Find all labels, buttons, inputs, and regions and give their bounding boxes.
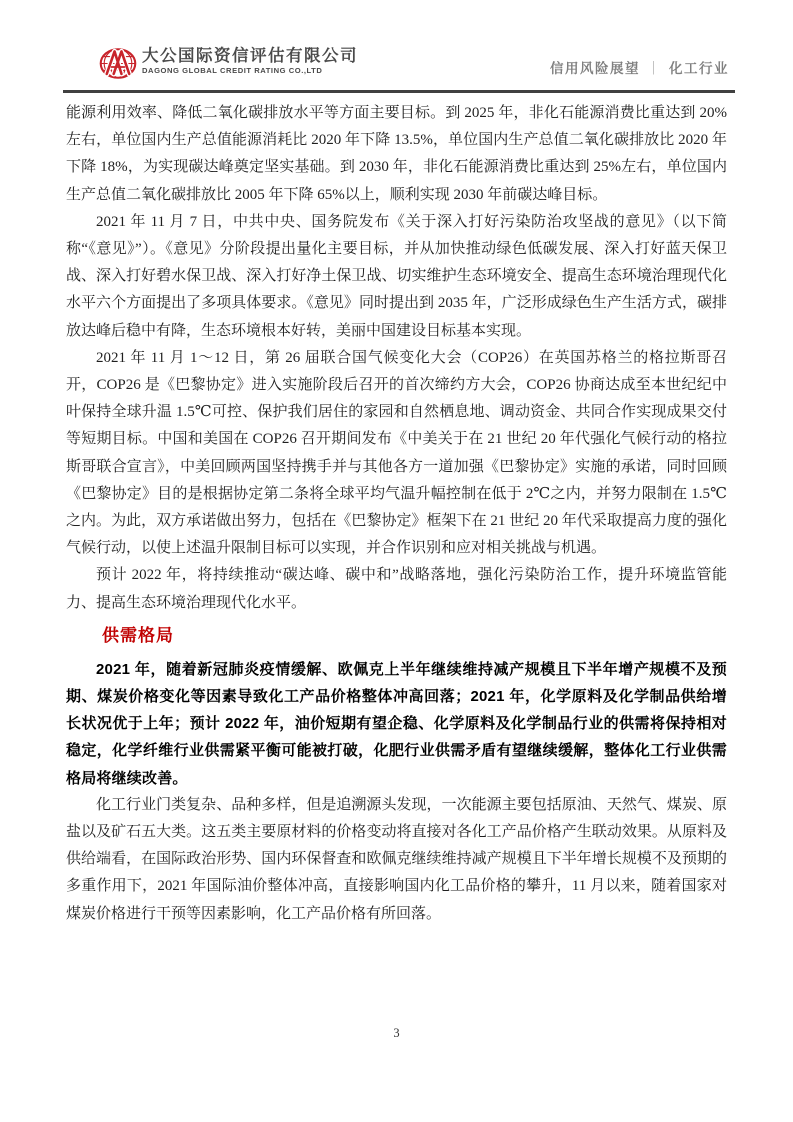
company-name-en: DAGONG GLOBAL CREDIT RATING CO.,LTD <box>142 66 323 75</box>
report-header-label <box>550 57 729 77</box>
document-body <box>66 100 727 928</box>
paragraph-cop26: 2021 年 11 月 1～12 日，第 26 届联合国气候变化大会（COP26）在英国苏格兰的格拉斯哥召开，COP26 是《巴黎协定》进入实施阶段后召开的首次缔约方大会，COP26 协商达成至本世纪纪中叶保持全球升温 1.5℃可控、保护我们居住的家园和自然栖息地、调动资金、共同合作实现成果交付等短期目标。中国和美国在 COP26 召开期间发布《中美关于在 21 世纪 20 年代强化气候行动的格拉斯哥联合宣言》，中美回顾两国坚持携手并与其他各方一道加强《巴黎协定》实施的承诺，同时回顾《巴黎协定》目的是根据协定第二条将全球平均气温升幅控制在低于 2℃之内，并努力限制在 1.5℃之内。为此，双方承诺做出努力，包括在《巴黎协定》框架下在 21 世纪 20 年代采取提高力度的强化气候行动，以使上述温升限制目标可以实现，并合作识别和应对相关挑战与机遇。 <box>66 349 727 557</box>
report-type-label: 信用风险展望 <box>550 61 640 76</box>
paragraph-energy-targets: 能源利用效率、降低二氧化碳排放水平等方面主要目标。到 2025 年，非化石能源消费比重达到 20%左右，单位国内生产总值能源消耗比 2020 年下降 13.5%，单位国内生产总值二氧化碳排放比 2020 年下降 18%，为实现碳达峰奠定坚实基础。到 2030 年，非化石能源消费比重达到 25%左右，单位国内生产总值二氧化碳排放比 2005 年下降 65%以上，顺利实现 2030 年前碳达峰目标。 <box>66 105 727 203</box>
dagong-globe-logo-icon <box>99 45 137 82</box>
paragraph-supply-demand-summary: 2021 年，随着新冠肺炎疫情缓解、欧佩克上半年继续维持减产规模且下半年增产规模不及预期、煤炭价格变化等因素导致化工产品价格整体冲高回落；2021 年，化学原料及化学制品供给增长状况优于上年；预计 2022 年，油价短期有望企稳、化学原料及化学制品行业的供需将保持相对稳定，化学纤维行业供需紧平衡可能被打破，化肥行业供需矛盾有望继续缓解，整体化工行业供需格局将继续改善。 <box>66 660 727 787</box>
page-number: 3 <box>393 1026 400 1040</box>
industry-label: 化工行业 <box>669 61 729 76</box>
paragraph-2022-outlook: 预计 2022 年，将持续推动“碳达峰、碳中和”战略落地，强化污染防治工作，提升环境监管能力、提高生态环境治理现代化水平。 <box>66 567 727 611</box>
company-name-cn: 大公国际资信评估有限公司 <box>142 47 358 65</box>
paragraph-pollution-opinion: 2021 年 11 月 7 日，中共中央、国务院发布《关于深入打好污染防治攻坚战的意见》（以下简称“《意见》”）。《意见》分阶段提出量化主要目标，并从加快推动绿色低碳发展、深入打好蓝天保卫战、深入打好碧水保卫战、深入打好净土保卫战、切实维护生态环境安全、提高生态环境治理现代化水平六个方面提出了多项具体要求。《意见》同时提出到 2035 年，广泛形成绿色生产生活方式，碳排放达峰后稳中有降，生态环境根本好转，美丽中国建设目标基本实现。 <box>66 213 727 339</box>
company-name-block <box>142 46 358 76</box>
header-divider-rule <box>63 90 735 93</box>
section-heading-supply-demand: 供需格局 <box>102 625 174 645</box>
paragraph-raw-materials: 化工行业门类复杂、品种多样，但是追溯源头发现，一次能源主要包括原油、天然气、煤炭、原盐以及矿石五大类。这五类主要原材料的价格变动将直接对各化工产品价格产生联动效果。从原料及供给端看，在国际政治形势、国内环保督查和欧佩克继续维持减产规模且下半年增长规模不及预期的多重作用下，2021 年国际油价整体冲高，直接影响国内化工品价格的攀升，11 月以来，随着国家对煤炭价格进行干预等因素影响，化工产品价格有所回落。 <box>66 796 727 922</box>
header-separator: ｜ <box>647 61 662 76</box>
